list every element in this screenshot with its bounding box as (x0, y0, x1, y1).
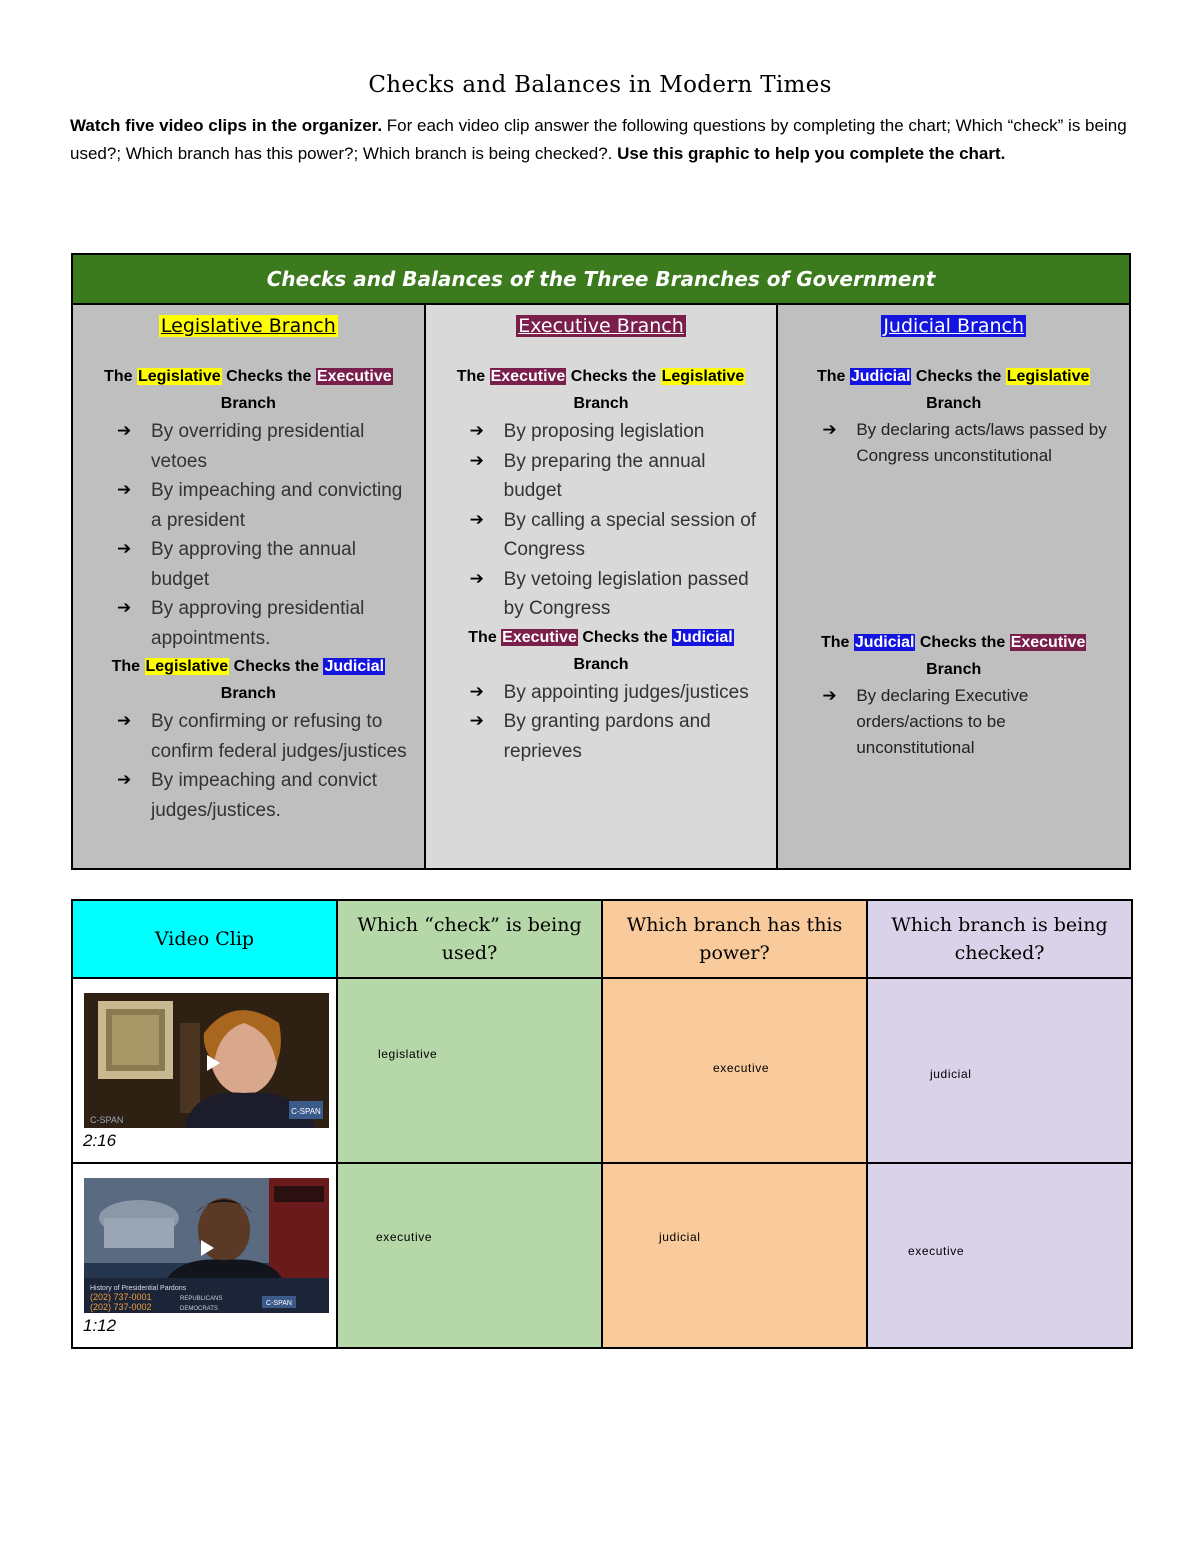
check-list (788, 417, 1119, 469)
video-overlay-text: C-SPAN (90, 1115, 124, 1125)
list-item: ➔ By preparing the annual budget (470, 447, 767, 506)
answer-cell[interactable] (867, 1163, 1132, 1348)
check-list (436, 678, 767, 767)
video-overlay-text: (202) 737-0002 (90, 1302, 152, 1312)
column-header-branch-power: Which branch has this power? (602, 900, 867, 978)
check-list (788, 683, 1119, 761)
list-item: ➔ By impeaching and convicting a president (117, 476, 414, 535)
answer-text: judicial (930, 1067, 972, 1081)
list-item: ➔ By appointing judges/justices (470, 678, 767, 708)
branches-chart (71, 253, 1131, 870)
video-overlay-text: (202) 737-0001 (90, 1292, 152, 1302)
list-item: ➔ By confirming or refusing to confirm federal judges/justices (117, 707, 414, 766)
video-duration: 2:16 (83, 1131, 117, 1150)
list-item: ➔ By overriding presidential vetoes (117, 417, 414, 476)
legislative-column (73, 305, 424, 868)
video-cell (72, 978, 337, 1163)
video-thumbnail[interactable] (84, 993, 329, 1128)
check-heading: The Executive Checks the Judicial Branch (468, 628, 733, 673)
list-item: ➔ By impeaching and convict judges/justices. (117, 766, 414, 825)
table-row (72, 1163, 1132, 1348)
check-heading: The Judicial Checks the Legislative Branch (816, 368, 1090, 412)
list-item: ➔ By declaring Executive orders/actions to be unconstitutional (822, 683, 1119, 761)
video-thumbnail[interactable] (84, 1178, 329, 1313)
check-heading: The Legislative Checks the Judicial Branch (111, 658, 385, 702)
instructions-lead: Watch five video clips in the organizer. (70, 116, 383, 135)
video-overlay-text: DEMOCRATS (180, 1306, 218, 1312)
list-item: ➔ By approving presidential appointments. (117, 594, 414, 653)
column-header-check-used: Which “check” is being used? (337, 900, 602, 978)
video-overlay-text: C-SPAN (266, 1300, 292, 1307)
answer-cell[interactable] (867, 978, 1132, 1163)
video-overlay-text: C-SPAN (291, 1107, 321, 1116)
check-list (83, 417, 414, 653)
video-cell (72, 1163, 337, 1348)
answer-cell[interactable] (602, 1163, 867, 1348)
table-row (72, 978, 1132, 1163)
video-duration: 1:12 (83, 1316, 117, 1335)
branches-chart-header: Checks and Balances of the Three Branches of Government (73, 255, 1129, 305)
list-item: ➔ By declaring acts/laws passed by Congress unconstitutional (822, 417, 1119, 469)
check-heading: The Legislative Checks the Executive Branch (104, 368, 392, 412)
judicial-branch-title: Judicial Branch (883, 315, 1025, 337)
instructions-tail: Use this graphic to help you complete the chart. (617, 144, 1006, 163)
page-title: Checks and Balances in Modern Times (368, 72, 832, 98)
answer-text: executive (376, 1230, 433, 1244)
answer-text: judicial (659, 1230, 701, 1244)
answer-text: executive (908, 1244, 965, 1258)
check-list (436, 417, 767, 624)
check-list (83, 707, 414, 825)
list-item: ➔ By vetoing legislation passed by Congress (470, 565, 767, 624)
answer-cell[interactable] (337, 978, 602, 1163)
answer-text: executive (713, 1061, 770, 1075)
legislative-branch-title: Legislative Branch (160, 315, 336, 337)
column-header-branch-checked: Which branch is being checked? (867, 900, 1132, 978)
video-organizer-table (71, 899, 1133, 1349)
answer-cell[interactable] (602, 978, 867, 1163)
video-overlay-text: History of Presidential Pardons (90, 1285, 187, 1292)
instructions (70, 112, 1140, 168)
list-item: ➔ By calling a special session of Congress (470, 506, 767, 565)
executive-branch-title: Executive Branch (518, 315, 684, 337)
instructions-body: For each video clip answer the following questions by completing the chart; Which “check” is being used?; Which branch has this power?; Which branch is being checked?. (70, 116, 1127, 163)
answer-cell[interactable] (337, 1163, 602, 1348)
answer-text: legislative (378, 1047, 438, 1061)
judicial-column (776, 305, 1129, 868)
list-item: ➔ By approving the annual budget (117, 535, 414, 594)
column-header-video-clip: Video Clip (72, 900, 337, 978)
check-heading: The Judicial Checks the Executive Branch (820, 634, 1086, 678)
video-overlay-text: REPUBLICANS (180, 1296, 223, 1302)
executive-column (424, 305, 777, 868)
list-item: ➔ By proposing legislation (470, 417, 767, 447)
list-item: ➔ By granting pardons and reprieves (470, 707, 767, 766)
check-heading: The Executive Checks the Legislative Branch (456, 368, 745, 412)
